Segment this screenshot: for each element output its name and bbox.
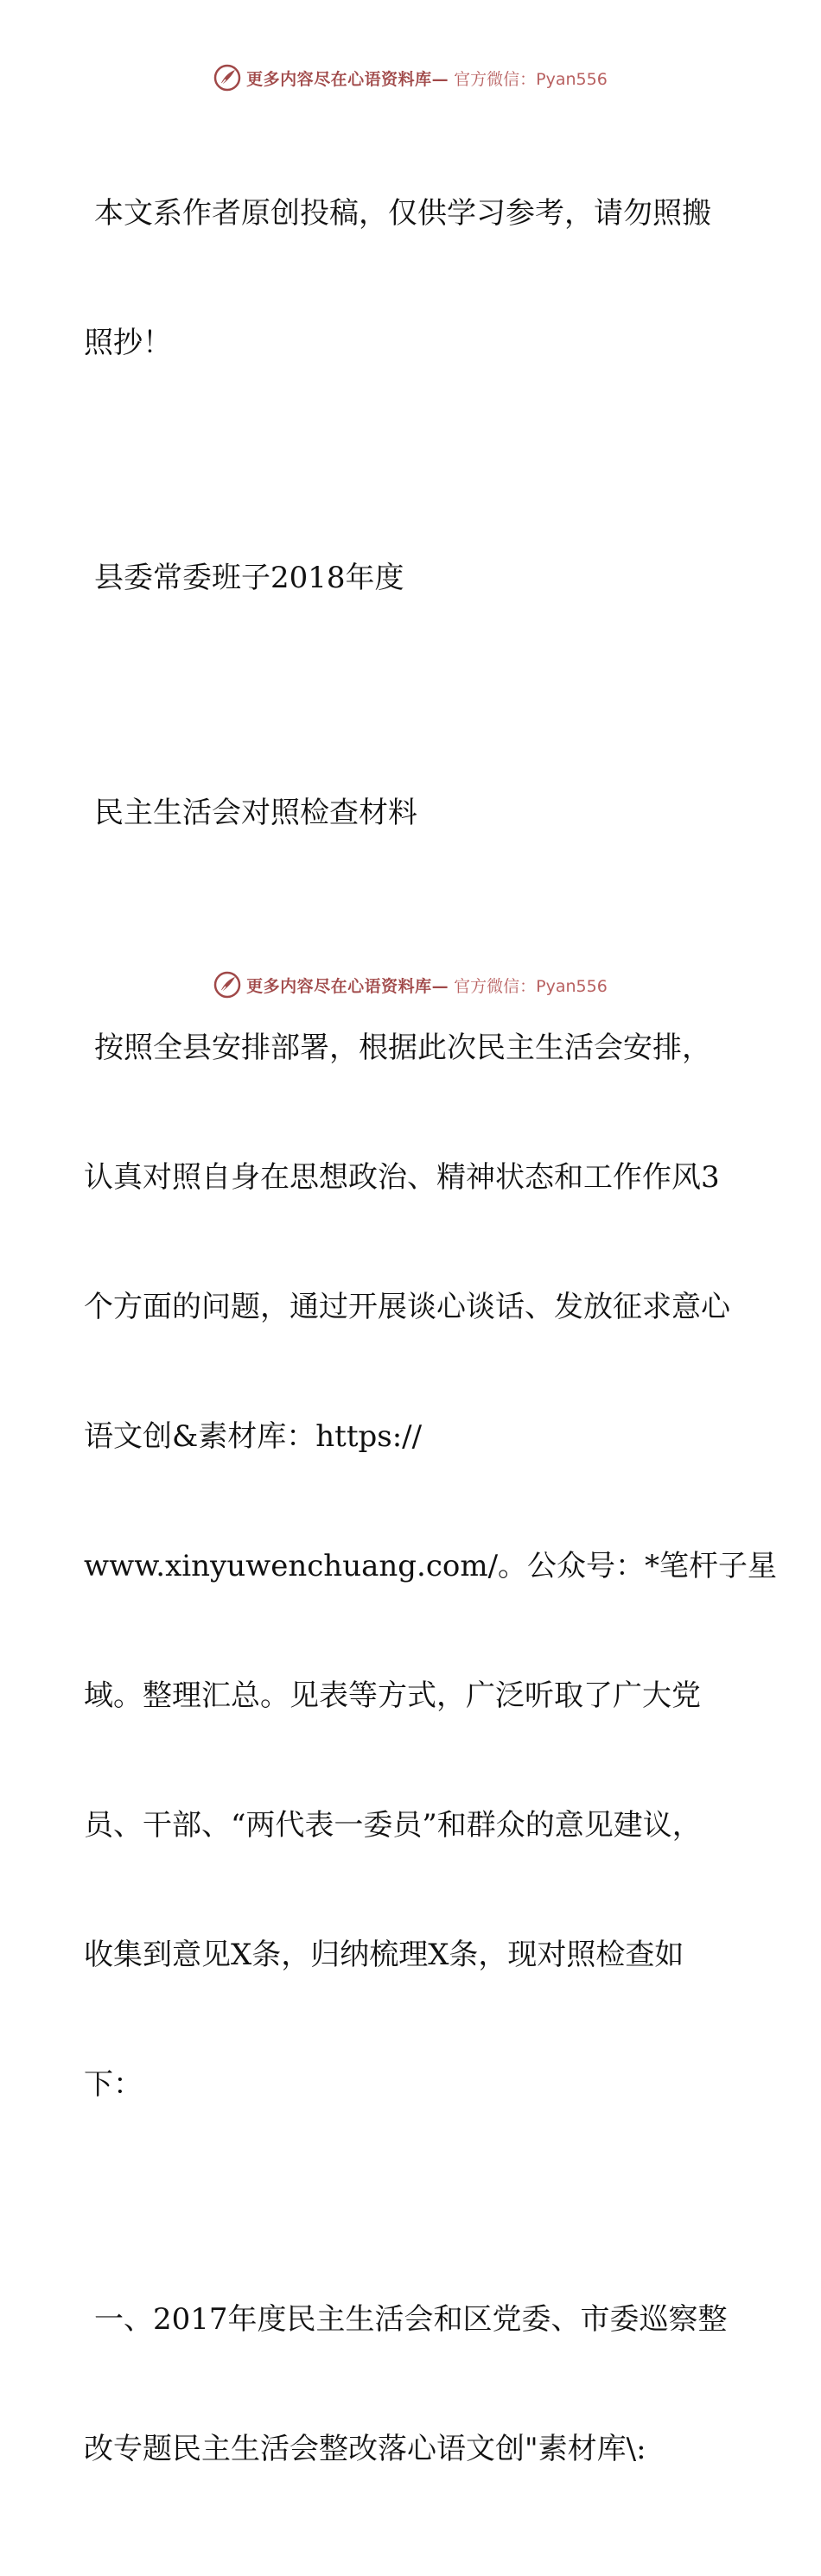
text-line: 一、2017年度民主生活会和区党委、市委巡察整: [94, 2302, 728, 2337]
text-line: 改专题民主生活会整改落心语文创"素材库\:: [84, 2432, 646, 2466]
watermark-slogan: 更多内容尽在心语资料库—: [246, 69, 449, 89]
document-body: [84, 105, 778, 2576]
text-line: 照抄！: [84, 326, 172, 360]
text-line: 语文创&素材库：https://: [84, 1419, 423, 1454]
text-line: 员、干部、“两代表一委员”和群众的意见建议，: [84, 1808, 702, 1843]
text-line: 本文系作者原创投稿，仅供学习参考，请勿照搬: [94, 196, 711, 231]
header-watermark: [0, 62, 821, 93]
watermark-contact: 官方微信：Pyan556: [454, 976, 608, 996]
footer-watermark: [0, 969, 821, 1000]
section-heading-1: [84, 2211, 741, 2557]
paragraph-disclaimer: [84, 105, 741, 451]
quill-logo-icon: [213, 971, 241, 999]
text-line: 收集到意见X条，归纳梳理X条，现对照检查如: [84, 1938, 684, 1972]
watermark-contact: 官方微信：Pyan556: [454, 69, 608, 89]
text-line: 认真对照自身在思想政治、精神状态和工作作风3: [84, 1160, 720, 1195]
text-line: 域。整理汇总。见表等方式，广泛听取了广大党: [84, 1678, 701, 1713]
text-line: 个方面的问题，通过开展谈心谈话、发放征求意心: [84, 1290, 730, 1324]
text-line: 下：: [84, 2067, 143, 2102]
text-line: 民主生活会对照检查材料: [94, 796, 417, 830]
text-line: 县委常委班子2018年度: [94, 561, 404, 595]
paragraph-intro: [84, 940, 778, 2192]
text-line: 按照全县安排部署，根据此次民主生活会安排，: [94, 1031, 711, 1065]
watermark-slogan: 更多内容尽在心语资料库—: [246, 976, 449, 996]
text-line: www.xinyuwenchuang.com/。公众号：*笔杆子星: [84, 1549, 778, 1583]
quill-logo-icon: [213, 64, 241, 92]
document-title: [84, 470, 741, 686]
document-subtitle: [84, 705, 741, 921]
